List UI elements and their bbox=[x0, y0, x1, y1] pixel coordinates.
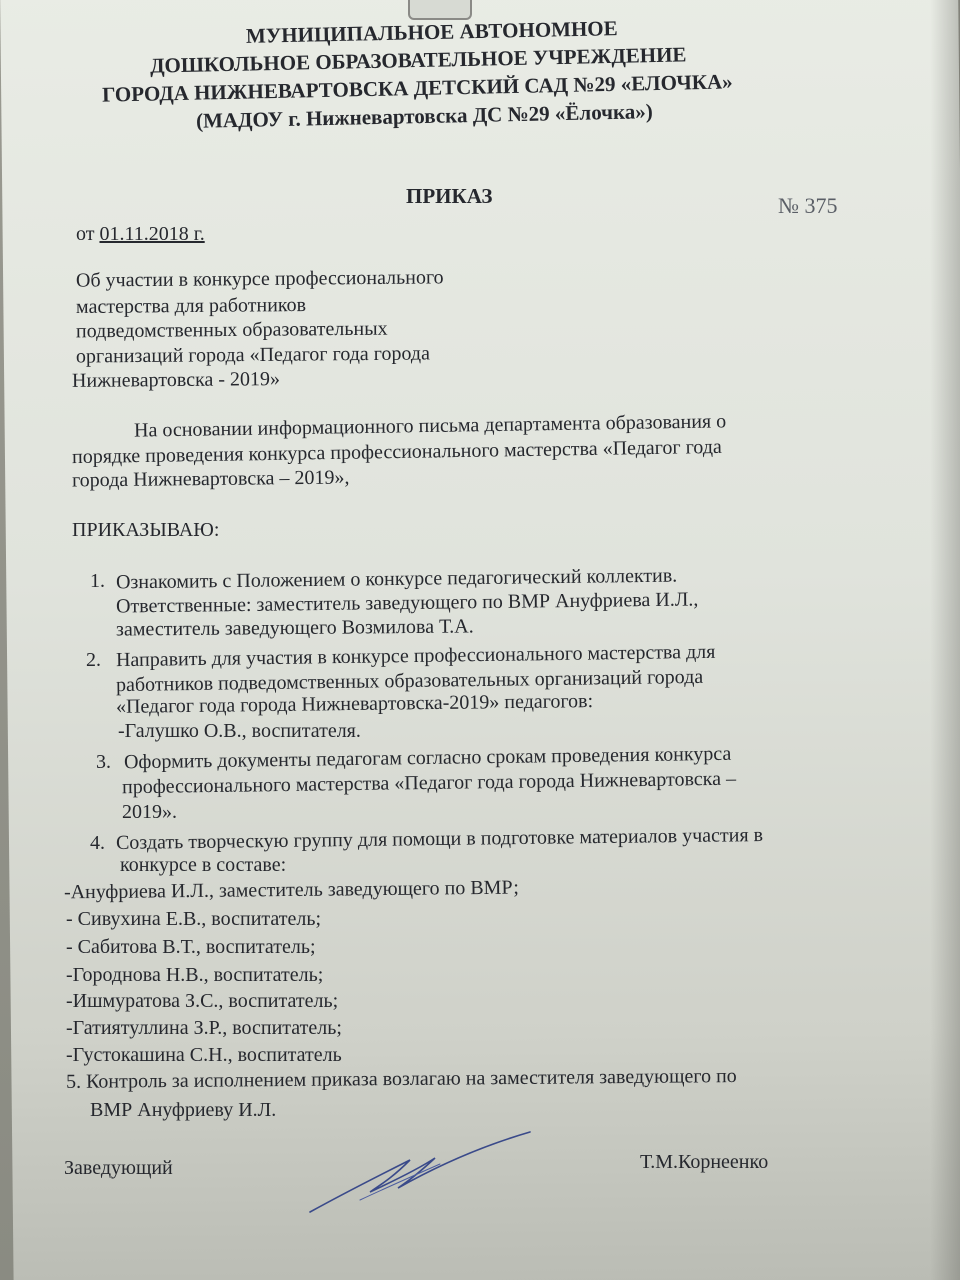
member-item: -Густокашина С.Н., воспитатель bbox=[66, 1044, 342, 1066]
signatory-name: Т.М.Корнеенко bbox=[640, 1151, 769, 1173]
org-name-line-2: ДОШКОЛЬНОЕ ОБРАЗОВАТЕЛЬНОЕ УЧРЕЖДЕНИЕ bbox=[149, 42, 687, 78]
page-edge-shadow bbox=[930, 0, 960, 1280]
org-short-name: (МАДОУ г. Нижневартовска ДС №29 «Ёлочка») bbox=[195, 99, 653, 133]
subject-line: организаций города «Педагог года города bbox=[75, 342, 431, 368]
item-5-line: ВМР Ануфриеву И.Л. bbox=[90, 1099, 277, 1121]
member-item: -Гатиятуллина З.Р., воспитатель; bbox=[66, 1017, 342, 1039]
item-5-line: 5. Контроль за исполнением приказа возлагаю на заместителя заведующего по bbox=[65, 1065, 737, 1093]
item-1-line: заместитель заведующего Возмилова Т.А. bbox=[115, 615, 474, 641]
date-prefix: от bbox=[76, 223, 95, 245]
item-3-line: профессионального мастерства «Педагог года города Нижневартовска – bbox=[121, 767, 737, 799]
subject-line: подведомственных образовательных bbox=[75, 317, 388, 343]
item-1-number: 1. bbox=[90, 570, 105, 592]
item-4-number: 4. bbox=[90, 832, 105, 854]
org-name-line-3: ГОРОДА НИЖНЕВАРТОВСКА ДЕТСКИЙ САД №29 «ЕЛОЧКА» bbox=[101, 69, 733, 107]
org-name-line-1: МУНИЦИПАЛЬНОЕ АВТОНОМНОЕ bbox=[245, 16, 618, 48]
subject-line: Об участии в конкурсе профессионального bbox=[75, 266, 444, 292]
item-2-line: «Педагог года города Нижневартовска-2019» педагогов: bbox=[115, 690, 594, 718]
item-3-line: Оформить документы педагогам согласно срокам проведения конкурса bbox=[123, 742, 732, 774]
item-1-line: Ознакомить с Положением о конкурсе педагогический коллектив. bbox=[115, 564, 678, 594]
signatory-role: Заведующий bbox=[64, 1157, 173, 1179]
item-4-line: Создать творческую группу для помощи в подготовке материалов участия в bbox=[115, 824, 764, 854]
item-2-number: 2. bbox=[86, 649, 101, 671]
member-item: -Ишмуратова З.С., воспитатель; bbox=[66, 990, 339, 1012]
item-2-line: работников подведомственных образовательных организаций города bbox=[115, 665, 704, 697]
member-item: - Сивухина Е.В., воспитатель; bbox=[66, 908, 322, 930]
member-item: -Ануфриева И.Л., заместитель заведующего по ВМР; bbox=[63, 876, 519, 904]
item-2-line: -Галушко О.В., воспитателя. bbox=[118, 720, 361, 742]
item-4-line: конкурсе в составе: bbox=[120, 854, 287, 876]
basis-line: порядке проведения конкурса профессионального мастерства «Педагог года bbox=[71, 435, 722, 469]
item-3-line: 2019». bbox=[122, 801, 177, 823]
member-item: -Городнова Н.В., воспитатель; bbox=[66, 964, 324, 986]
member-item: - Сабитова В.Т., воспитатель; bbox=[66, 936, 316, 958]
basis-line: города Нижневартовска – 2019», bbox=[71, 466, 350, 492]
item-2-line: Направить для участия в конкурсе профессионального мастерства для bbox=[115, 640, 716, 672]
subject-line: мастерства для работников bbox=[75, 293, 307, 319]
order-date bbox=[76, 222, 205, 246]
subject-line: Нижневартовска - 2019» bbox=[71, 368, 281, 392]
basis-line: На основании информационного письма департамента образования о bbox=[133, 410, 727, 442]
item-3-number: 3. bbox=[96, 751, 111, 773]
order-word: ПРИКАЗЫВАЮ: bbox=[72, 519, 220, 541]
handwritten-signature bbox=[300, 1120, 540, 1220]
date-value: 01.11.2018 г. bbox=[99, 223, 205, 245]
order-number: № 375 bbox=[778, 193, 838, 218]
item-1-line: Ответственные: заместитель заведующего по ВМР Ануфриева И.Л., bbox=[115, 588, 699, 618]
document-title: ПРИКАЗ bbox=[406, 184, 493, 208]
